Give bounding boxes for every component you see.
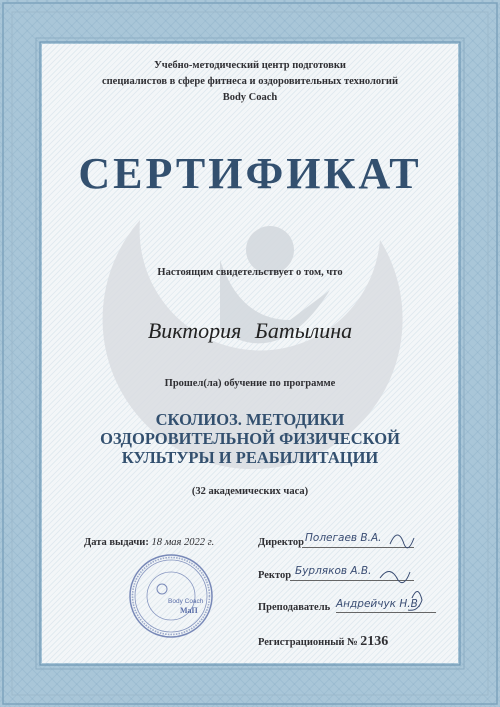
issue-date-value: 18 мая 2022 г. — [151, 537, 215, 548]
organization-line-1: Учебно-методический центр подготовки — [154, 60, 346, 71]
issue-date — [84, 537, 214, 548]
program-title — [0, 410, 500, 467]
signature-rector — [258, 570, 291, 581]
stamp-text: МаП — [180, 606, 198, 615]
signature-role: Ректор — [258, 570, 292, 581]
seal-stamp-icon — [128, 553, 214, 639]
registration-label: Регистрационный № — [258, 637, 358, 648]
program-line-1: СКОЛИОЗ. МЕТОДИКИ — [155, 410, 345, 429]
program-line-3: КУЛЬТУРЫ И РЕАБИЛИТАЦИИ — [121, 448, 379, 467]
organization-block — [0, 58, 500, 106]
signature-teacher — [258, 602, 330, 613]
signature-role: Директор — [258, 537, 304, 548]
signature-name: Андрейчук Н.В. — [336, 598, 422, 610]
signature-role: Преподаватель — [258, 602, 331, 613]
organization-line-3: Body Coach — [222, 92, 278, 103]
hours-text: (32 академических часа) — [191, 486, 309, 497]
attestation-text: Настоящим свидетельствует о том, что — [157, 267, 343, 278]
passed-text: Прошел(ла) обучение по программе — [164, 378, 336, 389]
signature-name: Полегаев В.А. — [305, 532, 382, 544]
signature-director — [258, 537, 304, 548]
program-line-2: ОЗДОРОВИТЕЛЬНОЙ ФИЗИЧЕСКОЙ — [100, 429, 400, 448]
signature-name: Бурляков А.В. — [295, 565, 372, 577]
issue-date-label: Дата выдачи: — [84, 537, 149, 548]
recipient-name: Виктория Батылина — [147, 318, 353, 343]
certificate-title: СЕРТИФИКАТ — [78, 149, 422, 198]
organization-line-2: специалистов в сфере фитнеса и оздоровительных технологий — [101, 76, 399, 87]
registration-number — [258, 634, 388, 650]
handwritten-signatures-icon — [370, 520, 480, 620]
registration-value: 2136 — [360, 634, 389, 649]
stamp-center-text: Body Coach — [168, 598, 204, 605]
